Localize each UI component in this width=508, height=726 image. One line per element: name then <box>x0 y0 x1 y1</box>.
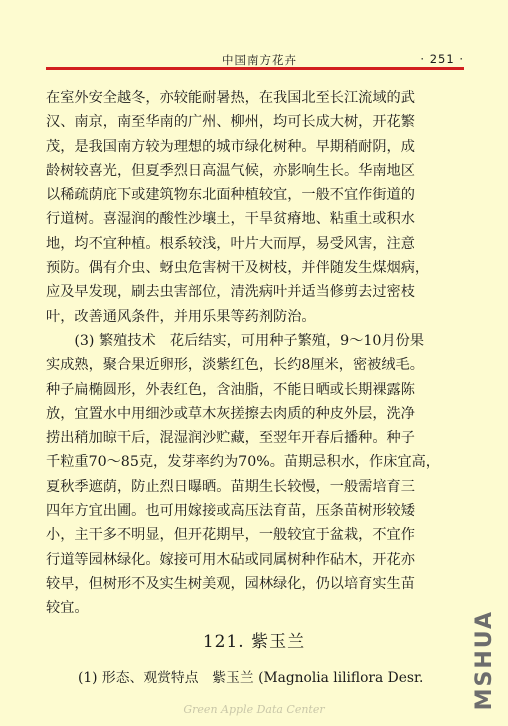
text-line: 地，均不宜种植。根系较浅，叶片大而厚，易受风害，注意 <box>46 235 415 252</box>
text-line: 以稀疏荫庇下或建筑物东北面种植较宜，一般不宜作街道的 <box>46 187 415 204</box>
text-line: 较早，但树形不及实生树美观，园林绿化，仍以培育实生苗 <box>46 575 415 592</box>
text-line: 叶，改善通风条件，并用乐果等药剂防治。 <box>46 308 316 325</box>
text-line: 小，主干多不明显，但开花期早，一般较宜于盆栽，不宜作 <box>46 527 415 544</box>
text-line: 行道等园林绿化。嫁接可用木砧或同属树种作砧木，开花亦 <box>46 551 415 568</box>
text-line: 种子扁椭圆形，外表红色，含油脂，不能日晒或长期裸露陈 <box>46 381 415 398</box>
page-number: · 251 · <box>420 52 464 66</box>
text-line: 捞出稍加晾干后，混湿润沙贮藏，至翌年开春后播种。种子 <box>46 430 415 447</box>
text-line: 应及早发现，刷去虫害部位，清洗病叶并适当修剪去过密枝 <box>46 284 415 301</box>
running-title: 中国南方花卉 <box>222 53 297 67</box>
section-first-line: (1) 形态、观赏特点 紫玉兰 (Magnolia liliflora Desr. <box>78 670 424 686</box>
text-line: 在室外安全越冬，亦较能耐暑热，在我国北至长江流域的武 <box>46 90 415 106</box>
text-line: 放，宜置水中用细沙或草木灰搓擦去肉质的种皮外层，洗净 <box>46 405 415 422</box>
section-heading: 121. 紫玉兰 <box>202 632 306 652</box>
running-header <box>46 52 464 68</box>
text-line: 夏秋季遮荫，防止烈日曝晒。苗期生长较慢，一般需培育三 <box>46 478 415 495</box>
text-line: (3) 繁殖技术 花后结实，可用种子繁殖，9～10月份果 <box>46 332 425 349</box>
text-line: 预防。偶有介虫、蚜虫危害树干及树枝，并伴随发生煤烟病， <box>46 260 430 277</box>
side-watermark: MSHUA <box>472 610 497 711</box>
header-rule <box>46 67 464 70</box>
text-line: 龄树较喜光，但夏季烈日高温气候，亦影响生长。华南地区 <box>46 162 415 179</box>
text-line: 较宜。 <box>46 600 89 617</box>
text-line: 千粒重70～85克，发芽率约为70%。苗期忌积水，作床宜高， <box>46 454 440 471</box>
text-line: 茂，是我国南方较为理想的城市绿化树种。早期稍耐阴，成 <box>46 138 415 155</box>
text-line: 实成熟，聚合果近卵形，淡紫红色，长约8厘米，密被绒毛。 <box>46 357 424 374</box>
text-line: 行道树。喜湿润的酸性沙壤土，干旱贫瘠地、粘重土或积水 <box>46 211 415 228</box>
body-text <box>46 86 466 621</box>
text-line: 四年方宜出圃。也可用嫁接或高压法育苗，压条苗树形较矮 <box>46 503 415 520</box>
text-line: 汉、南京，南至华南的广州、柳州，均可长成大树，开花繁 <box>46 114 415 131</box>
footer-watermark: Green Apple Data Center <box>183 703 325 716</box>
